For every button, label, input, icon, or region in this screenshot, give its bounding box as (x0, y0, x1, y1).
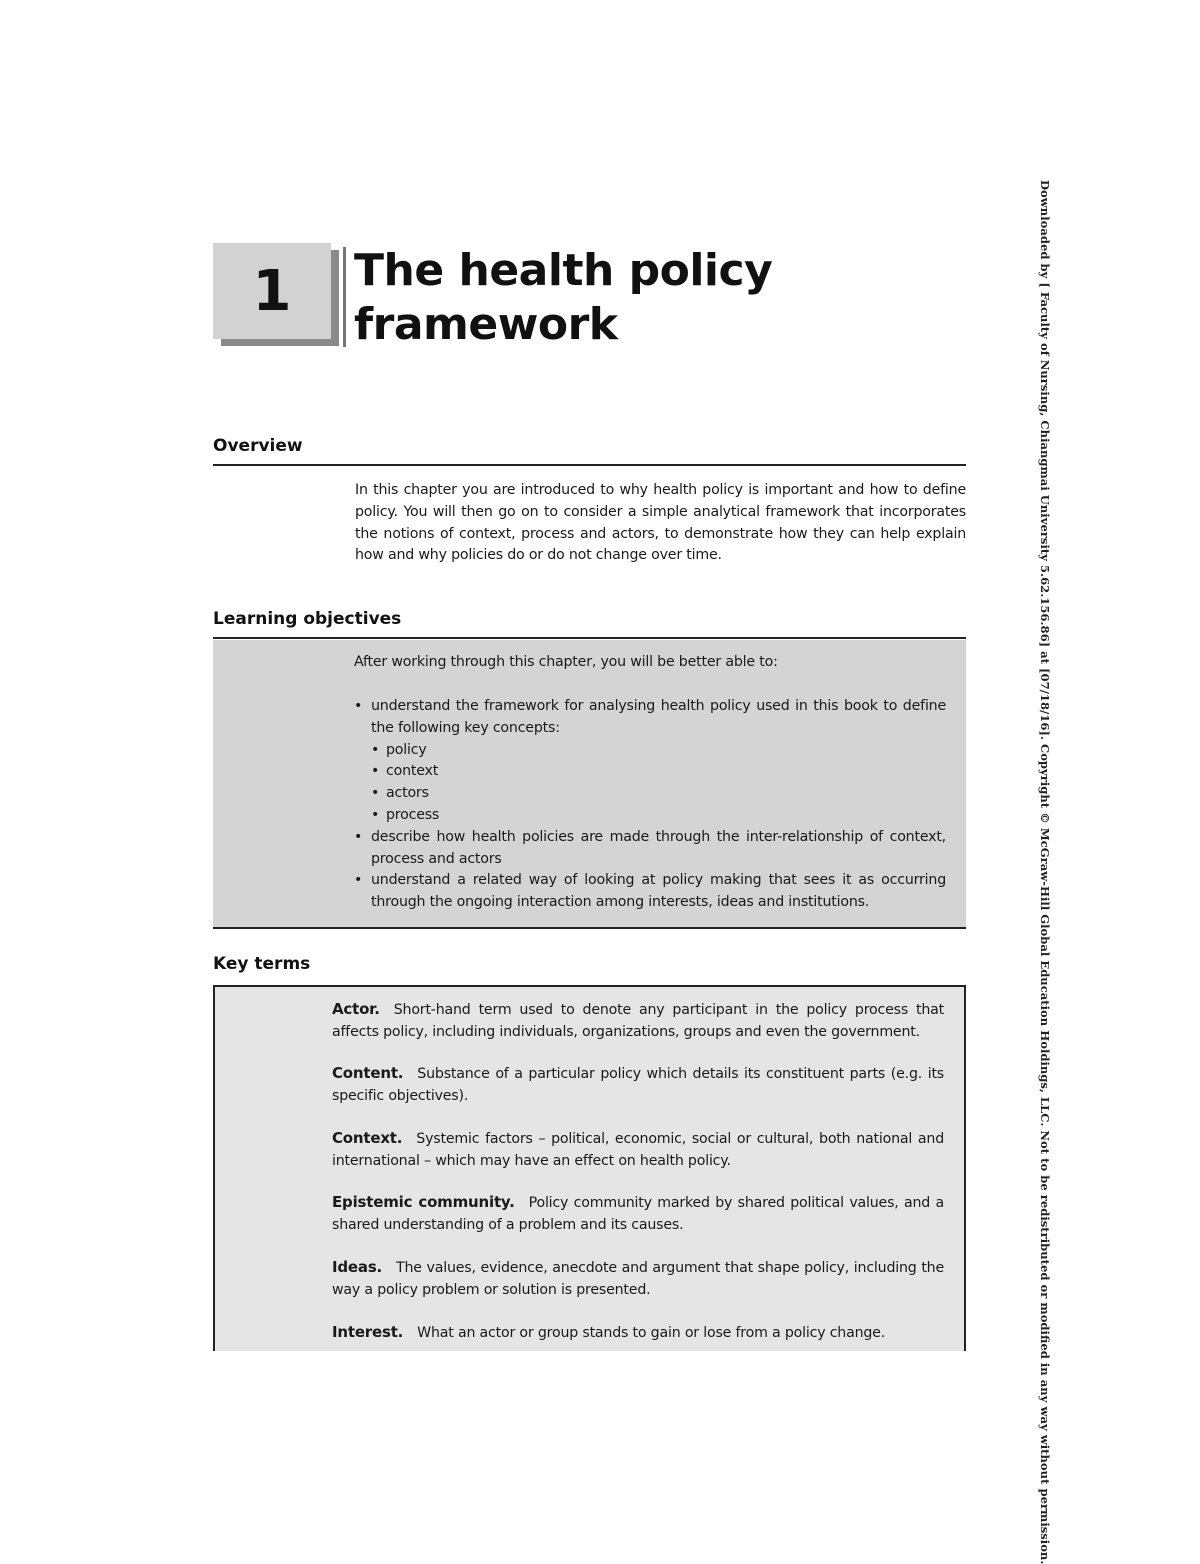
learning-objectives-rule (213, 637, 966, 639)
key-term-entry (332, 999, 944, 1044)
key-term-definition: Systemic factors – political, economic, social or cultural, both national and international – which may have an effect on health policy. (332, 1131, 944, 1169)
key-term: Content. (332, 1064, 404, 1082)
key-term-definition: What an actor or group stands to gain or lose from a policy change. (417, 1325, 886, 1341)
objective-item (354, 696, 946, 827)
key-term-entry (332, 1322, 944, 1345)
chapter-title: The health policy framework (354, 245, 773, 350)
key-term: Actor. (332, 1000, 380, 1018)
key-term: Interest. (332, 1323, 404, 1341)
key-term-definition: The values, evidence, anecdote and argument that shape policy, including the way a policy problem or solution is presented. (332, 1260, 944, 1298)
learning-objectives-box (213, 640, 966, 929)
key-term-entry (332, 1192, 944, 1237)
key-term-entry (332, 1063, 944, 1108)
key-concept-item: • process (371, 805, 946, 827)
objective-item (354, 870, 946, 914)
chapter-number-box (213, 243, 331, 339)
overview-rule (213, 464, 966, 466)
objective-item (354, 827, 946, 871)
key-term-definition: Policy community marked by shared political values, and a shared understanding of a problem and its causes. (332, 1195, 944, 1233)
overview-text: In this chapter you are introduced to why health policy is important and how to define policy. You will then go on to consider a simple analytical framework that incorporates the notions of context, process and actors, to demonstrate how they can help explain how and why policies do or do not change over time. (355, 482, 966, 564)
key-concept-item: • context (371, 761, 946, 783)
key-concept-item: • actors (371, 783, 946, 805)
key-term-entry (332, 1128, 944, 1173)
key-term-definition: Substance of a particular policy which details its constituent parts (e.g. its specific objectives). (332, 1066, 944, 1104)
learning-objectives-heading: Learning objectives (213, 609, 402, 629)
title-divider (343, 247, 346, 347)
key-terms-box (213, 985, 966, 1351)
objective-text: describe how health policies are made through the inter-relationship of context, process and actors (371, 828, 946, 867)
chapter-number: 1 (252, 258, 292, 324)
key-term-entry (332, 1257, 944, 1302)
overview-heading: Overview (213, 436, 303, 456)
learning-objectives-intro: After working through this chapter, you will be better able to: (354, 654, 778, 670)
learning-objectives-list (354, 696, 946, 914)
download-copyright-notice: Downloaded by [ Faculty of Nursing, Chiangmai University 5.62.156.86] at [07/18/16]. Copyright © McGraw-Hill Global Education Holdings, LLC. Not to be redistributed or modified in any way without permission. (1038, 180, 1052, 1564)
objective-text: understand the framework for analysing health policy used in this book to define the following key concepts: (371, 698, 946, 736)
key-term-definition: Short-hand term used to denote any participant in the policy process that affects policy, including individuals, organizations, groups and even the government. (332, 1002, 944, 1040)
key-term: Ideas. (332, 1258, 383, 1276)
key-term: Epistemic community. (332, 1193, 515, 1211)
key-terms-heading: Key terms (213, 954, 311, 974)
key-concept-item: • policy (371, 740, 946, 762)
key-concepts-list (371, 740, 946, 827)
objective-text: understand a related way of looking at policy making that sees it as occurring through the ongoing interaction among interests, ideas and institutions. (371, 872, 946, 911)
key-term: Context. (332, 1129, 403, 1147)
